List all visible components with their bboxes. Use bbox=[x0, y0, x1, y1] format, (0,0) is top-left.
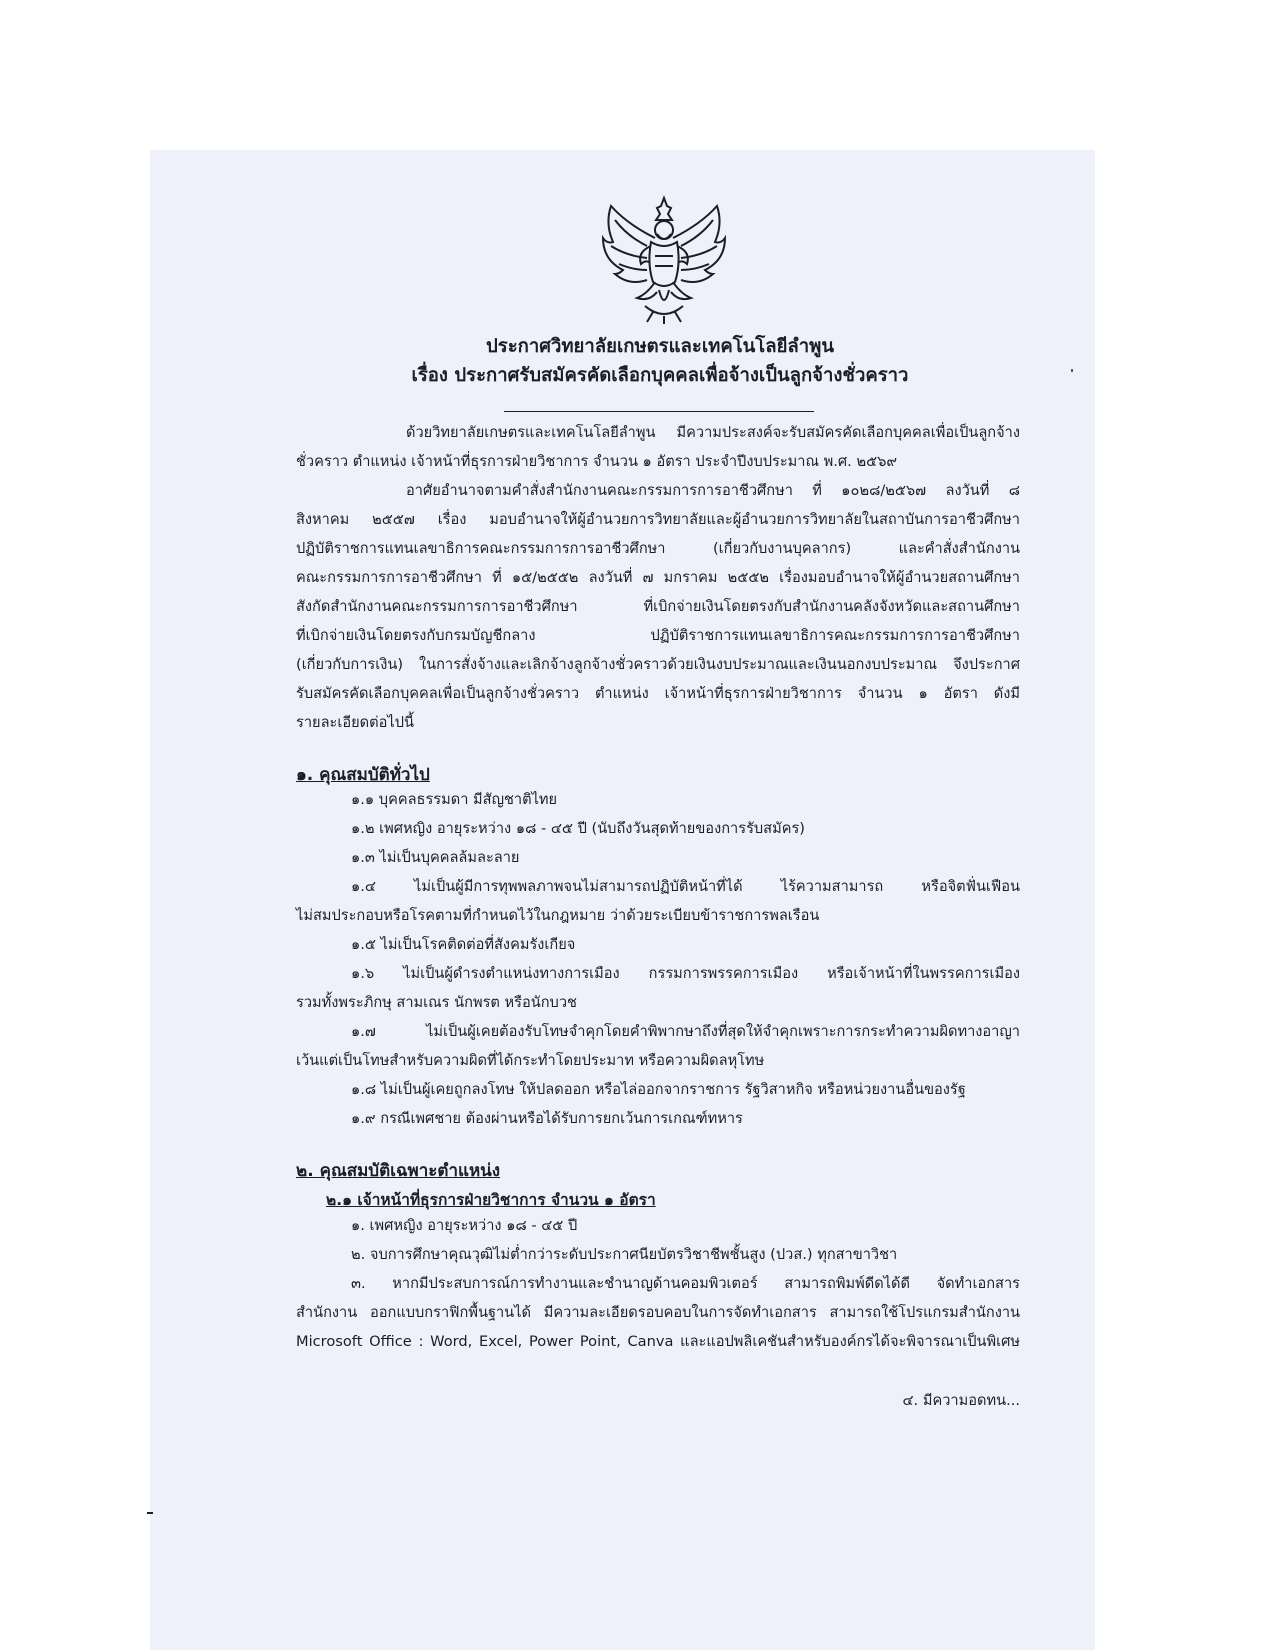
section-heading: ๒. คุณสมบัติเฉพาะตำแหน่ง bbox=[296, 1161, 501, 1181]
garuda-emblem-icon bbox=[597, 194, 731, 326]
qualification-item: ๑.๙ กรณีเพศชาย ต้องผ่านหรือได้รับการยกเว้นการเกณฑ์ทหาร bbox=[351, 1110, 743, 1127]
announcement-subject: เรื่อง ประกาศรับสมัครคัดเลือกบุคคลเพื่อจ้างเป็นลูกจ้างชั่วคราว bbox=[411, 365, 909, 386]
qualification-item: ๑.๕ ไม่เป็นโรคติดต่อที่สังคมรังเกียจ bbox=[351, 936, 576, 953]
position-requirement: ๓. หากมีประสบการณ์การทำงานและชำนาญด้านคอมพิวเตอร์ สามารถพิมพ์ดีดได้ดี จัดทำเอกสาร bbox=[351, 1275, 1020, 1292]
position-requirement-continued: Microsoft Office : Word, Excel, Power Point, Canva และแอปพลิเคชันสำหรับองค์กรได้จะพิจารณาเป็นพิเศษ bbox=[296, 1333, 1020, 1350]
qualification-item: ๑.๖ ไม่เป็นผู้ดำรงตำแหน่งทางการเมือง กรรมการพรรคการเมือง หรือเจ้าหน้าที่ในพรรคการเมือง bbox=[351, 965, 1020, 982]
qualification-item: ๑.๒ เพศหญิง อายุระหว่าง ๑๘ - ๔๕ ปี (นับถึงวันสุดท้ายของการรับสมัคร) bbox=[351, 820, 805, 837]
authority-line: รับสมัครคัดเลือกบุคคลเพื่อเป็นลูกจ้างชั่วคราว ตำแหน่ง เจ้าหน้าที่ธุรการฝ่ายวิชาการ จำนวน ๑ อัตรา ดังมี bbox=[296, 685, 1020, 702]
intro-line: ด้วยวิทยาลัยเกษตรและเทคโนโลยีลำพูน มีความประสงค์จะรับสมัครคัดเลือกบุคคลเพื่อเป็นลูกจ้าง bbox=[406, 424, 1020, 441]
authority-line: ที่เบิกจ่ายเงินโดยตรงกับกรมบัญชีกลาง ปฏิบัติราชการแทนเลขาธิการคณะกรรมการการอาชีวศึกษา bbox=[296, 627, 1020, 644]
authority-line: สิงหาคม ๒๕๕๗ เรื่อง มอบอำนาจให้ผู้อำนวยการวิทยาลัยและผู้อำนวยการวิทยาลัยในสถาบันการอาชีวศึกษา bbox=[296, 511, 1020, 528]
position-requirement-continued: สำนักงาน ออกแบบกราฟิกพื้นฐานได้ มีความละเอียดรอบคอบในการจัดทำเอกสาร สามารถใช้โปรแกรมสำนักงาน bbox=[296, 1304, 1020, 1321]
intro-line: ชั่วคราว ตำแหน่ง เจ้าหน้าที่ธุรการฝ่ายวิชาการ จำนวน ๑ อัตรา ประจำปีงบประมาณ พ.ศ. ๒๕๖๙ bbox=[296, 453, 898, 470]
position-heading: ๒.๑ เจ้าหน้าที่ธุรการฝ่ายวิชาการ จำนวน ๑ อัตรา bbox=[326, 1191, 656, 1209]
qualification-item: ๑.๘ ไม่เป็นผู้เคยถูกลงโทษ ให้ปลดออก หรือไล่ออกจากราชการ รัฐวิสาหกิจ หรือหน่วยงานอื่นของรัฐ bbox=[351, 1081, 966, 1098]
authority-line: คณะกรรมการการอาชีวศึกษา ที่ ๑๕/๒๕๕๒ ลงวันที่ ๗ มกราคม ๒๕๕๒ เรื่องมอบอำนาจให้ผู้อำนวยสถานศึกษา bbox=[296, 569, 1020, 586]
section-heading: ๑. คุณสมบัติทั่วไป bbox=[296, 765, 430, 785]
title-divider bbox=[504, 411, 814, 412]
qualification-item: ๑.๗ ไม่เป็นผู้เคยต้องรับโทษจำคุกโดยคำพิพากษาถึงที่สุดให้จำคุกเพราะการกระทำความผิดทางอาญา bbox=[351, 1023, 1020, 1040]
position-requirement: ๑. เพศหญิง อายุระหว่าง ๑๘ - ๔๕ ปี bbox=[351, 1217, 578, 1234]
qualification-item: ๑.๔ ไม่เป็นผู้มีการทุพพลภาพจนไม่สามารถปฏิบัติหน้าที่ได้ ไร้ความสามารถ หรือจิตฟั่นเฟือน bbox=[351, 878, 1020, 895]
authority-line: สังกัดสำนักงานคณะกรรมการการอาชีวศึกษา ที่เบิกจ่ายเงินโดยตรงกับสำนักงานคลังจังหวัดและสถานศึกษา bbox=[296, 598, 1020, 615]
authority-line: ปฏิบัติราชการแทนเลขาธิการคณะกรรมการการอาชีวศึกษา (เกี่ยวกับงานบุคลากร) และคำสั่งสำนักงาน bbox=[296, 540, 1020, 557]
announcement-title: ประกาศวิทยาลัยเกษตรและเทคโนโลยีลำพูน bbox=[486, 336, 834, 357]
qualification-item-continued: ไม่สมประกอบหรือโรคตามที่กำหนดไว้ในกฎหมาย ว่าด้วยระเบียบข้าราชการพลเรือน bbox=[296, 907, 820, 924]
qualification-item: ๑.๑ บุคคลธรรมดา มีสัญชาติไทย bbox=[351, 791, 558, 808]
scan-mark bbox=[1071, 369, 1073, 372]
authority-line: (เกี่ยวกับการเงิน) ในการสั่งจ้างและเลิกจ้างลูกจ้างชั่วคราวด้วยเงินงบประมาณและเงินนอกงบประมาณ จึงประกาศ bbox=[296, 656, 1020, 673]
continuation-note: ๔. มีความอดทน... bbox=[902, 1392, 1020, 1409]
qualification-item-continued: รวมทั้งพระภิกษุ สามเณร นักพรต หรือนักบวช bbox=[296, 994, 577, 1011]
qualification-item: ๑.๓ ไม่เป็นบุคคลล้มละลาย bbox=[351, 849, 520, 866]
authority-line: รายละเอียดต่อไปนี้ bbox=[296, 714, 414, 731]
authority-line: อาศัยอำนาจตามคำสั่งสำนักงานคณะกรรมการการอาชีวศึกษา ที่ ๑๐๒๘/๒๕๖๗ ลงวันที่ ๘ bbox=[406, 482, 1020, 499]
position-requirement: ๒. จบการศึกษาคุณวุฒิไม่ต่ำกว่าระดับประกาศนียบัตรวิชาชีพชั้นสูง (ปวส.) ทุกสาขาวิชา bbox=[351, 1246, 898, 1263]
scan-mark bbox=[147, 1512, 153, 1514]
qualification-item-continued: เว้นแต่เป็นโทษสำหรับความผิดที่ได้กระทำโดยประมาท หรือความผิดลหุโทษ bbox=[296, 1052, 765, 1069]
